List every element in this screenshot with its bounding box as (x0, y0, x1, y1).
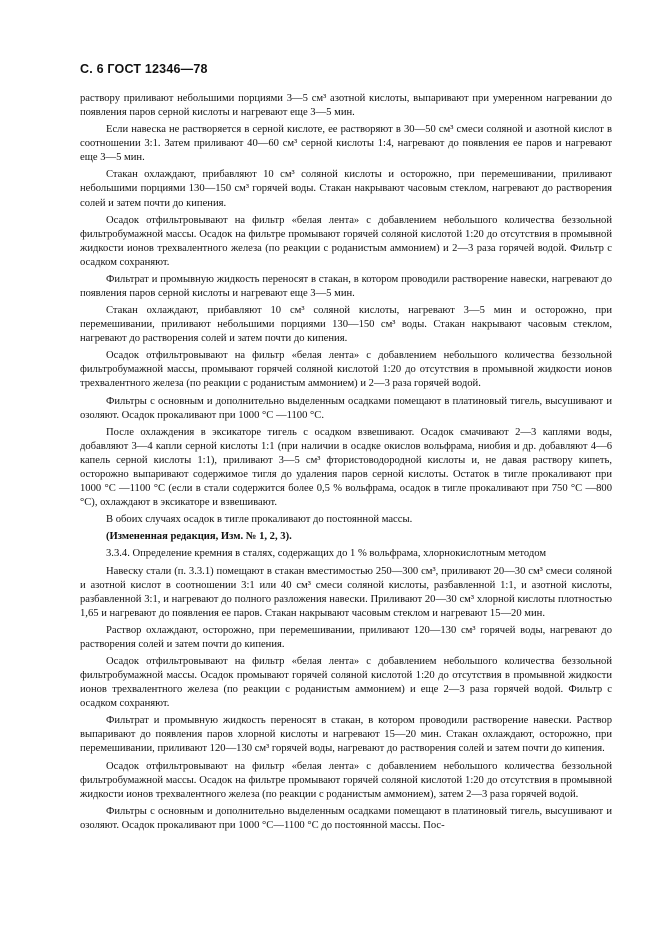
paragraph: Осадок отфильтровывают на фильтр «белая лента» с добавлением небольшого количества беззольной фильтробумажной массы, промывают горячей соляной кислотой 1:20 до отсутствия в промывной жидкости ионов трехвалентного железа (по реакции с роданистым аммонием) и 2—3 раза горячей водой. (80, 350, 612, 390)
paragraph: В обоих случаях осадок в тигле прокаливают до постоянной массы. (106, 514, 413, 526)
section-heading: 3.3.4. Определение кремния в сталях, содержащих до 1 % вольфрама, хлорнокислотным методом (106, 548, 547, 560)
paragraph: Стакан охлаждают, прибавляют 10 см³ соляной кислоты и осторожно, при перемешивании, приливают небольшими порциями 130—150 см³ горячей воды. Стакан накрывают часовым стеклом, нагревают до растворения солей и затем почти до кипения. (80, 169, 612, 209)
paragraph: Если навеска не растворяется в серной кислоте, ее растворяют в 30—50 см³ смеси соляной и азотной кислот в соотношении 3:1. Затем приливают 40—60 см³ серной кислоты 1:4, нагревают до появления ее паров и нагревают еще 3—5 мин. (80, 124, 612, 164)
paragraph: Фильтры с основным и дополнительно выделенным осадками помещают в платиновый тигель, высушивают и озоляют. Осадок прокаливают при 1000 °С—1100 °С до постоянной массы. Пос- (80, 805, 612, 831)
paragraph: Фильтрат и промывную жидкость переносят в стакан, в котором проводили растворение навески. Раствор выпаривают до появления паров хлорной кислоты и нагревают 15—20 мин. Стакан охлаждают, осторожно, при перемешивании, приливают 120—130 см³ горячей воды, нагревают до растворения солей и затем почти до кипения. (80, 715, 612, 755)
paragraph: После охлаждения в эксикаторе тигель с осадком взвешивают. Осадок смачивают 2—3 каплями воды, добавляют 3—4 капли серной кислоты 1:1 (при наличии в осадке окислов вольфрама, ниобия и др. добавляют 4—6 капель серной кислоты 1:1), приливают 3—5 см³ фтористоводородной кислоты и, не давая раствору кипеть, осторожно выпаривают содержимое тигля до удаления паров серной кислоты. Остаток в тигле прокаливают при 1000 °С —1100 °С (если в стали содержится более 0,5 % вольфрама, осадок в тигле прокаливают при 750 °С —800 °С), охлаждают в эксикаторе и взвешивают. (80, 426, 612, 509)
paragraph: Стакан охлаждают, прибавляют 10 см³ соляной кислоты, нагревают 3—5 мин и осторожно, при перемешивании, приливают небольшими порциями 130—150 см³ воды. Стакан накрывают часовым стеклом, нагревают до растворения солей и затем почти до кипения. (80, 305, 612, 345)
paragraph: Осадок отфильтровывают на фильтр «белая лента» с добавлением небольшого количества беззольной фильтробумажной массы. Осадок промывают горячей соляной кислотой 1:20 до отсутствия в промывной жидкости ионов трехвалентного железа (по реакции с роданистым аммонием) и еще 2—3 раза горячей водой. Фильтр с осадком сохраняют. (80, 656, 612, 710)
paragraph: Осадок отфильтровывают на фильтр «белая лента» с добавлением небольшого количества беззольной фильтробумажной массы. Осадок на фильтре промывают горячей соляной кислотой 1:20 до отсутствия в промывной жидкости ионов трехвалентного железа (по реакции с роданистым аммонием), затем 2—3 раза горячей водой. (80, 760, 612, 800)
paragraph: раствору приливают небольшими порциями 3—5 см³ азотной кислоты, выпаривают при умеренном нагревании до появления паров серной кислоты и нагревают еще 3—5 мин. (80, 93, 612, 119)
paragraph: Раствор охлаждают, осторожно, при перемешивании, приливают 120—130 см³ горячей воды, нагревают до растворения солей и затем почти до кипения. (80, 624, 612, 650)
paragraph: Навеску стали (п. 3.3.1) помещают в стакан вместимостью 250—300 см³, приливают 20—30 см³ смеси соляной и азотной кислот в соотношении 3:1 или 40 см³ смеси соляной кислоты, разбавленной 1:1, и азотной кислоты, разбавленной 3:1, и нагревают до полного разложения навески. Приливают 20—30 см³ хлорной кислоты плотностью 1,65 и нагревают до появления ее паров. Стакан накрывают часовым стеклом и нагревают 15—20 мин. (80, 565, 612, 619)
paragraph: Осадок отфильтровывают на фильтр «белая лента» с добавлением небольшого количества беззольной фильтробумажной массы. Осадок на фильтре промывают горячей соляной кислотой 1:20 до отсутствия в промывной жидкости ионов трехвалентного железа (по реакции с роданистым аммонием) и 2—3 раза горячей водой. Фильтр с осадком сохраняют. (80, 214, 612, 268)
revision-note: (Измененная редакция, Изм. № 1, 2, 3). (106, 531, 292, 543)
document-body (80, 92, 612, 836)
paragraph: Фильтрат и промывную жидкость переносят в стакан, в котором проводили растворение навески, нагревают до появления паров серной кислоты и нагревают еще 3—5 мин. (80, 273, 612, 299)
page-header: С. 6 ГОСТ 12346—78 (80, 62, 208, 76)
paragraph: Фильтры с основным и дополнительно выделенным осадками помещают в платиновый тигель, высушивают и озоляют. Осадок прокаливают при 1000 °С —1100 °С. (80, 395, 612, 421)
